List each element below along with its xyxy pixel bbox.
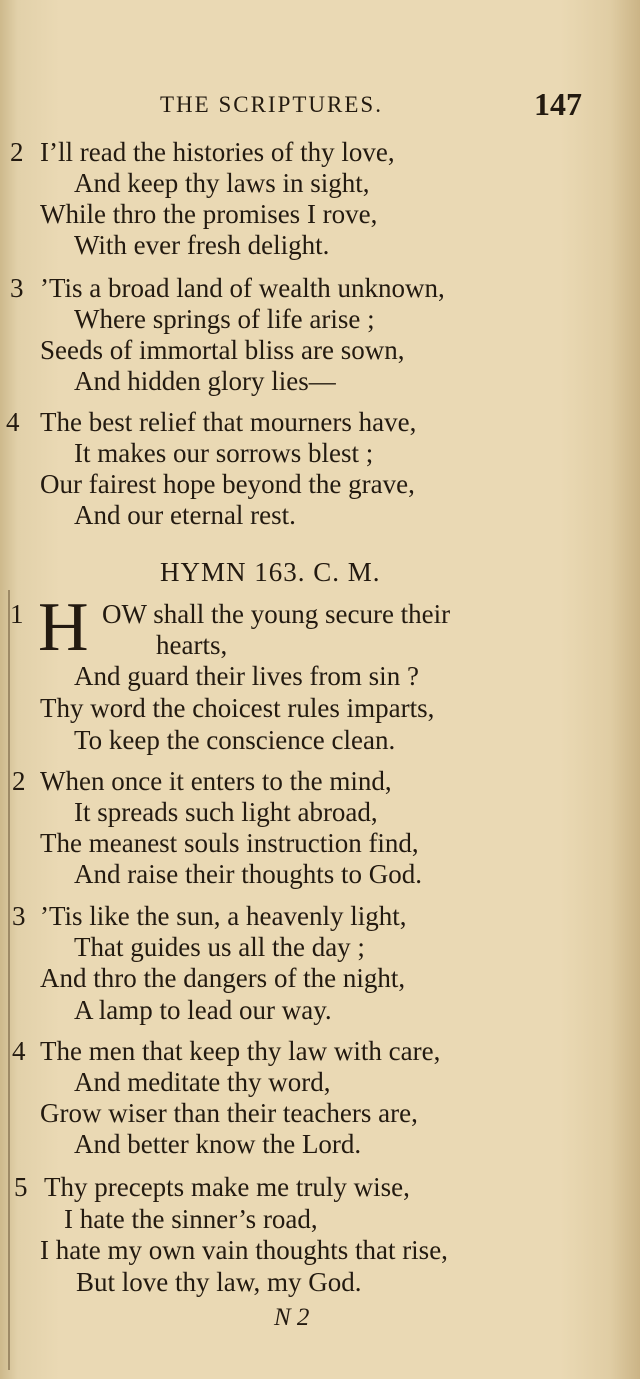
verse-line: And thro the dangers of the night, [40,963,406,993]
verse-line: To keep the conscience clean. [74,725,396,755]
stanza-number: 4 [6,407,20,437]
page-number: 147 [534,86,582,122]
page-gutter-line [8,590,10,1370]
verse-line: But love thy law, my God. [76,1267,362,1297]
verse-line: Grow wiser than their teachers are, [40,1098,418,1128]
stanza-number: 3 [10,273,24,303]
verse-line: And better know the Lord. [74,1129,362,1159]
verse-line: hearts, [156,630,228,660]
verse-line: Seeds of immortal bliss are sown, [40,335,405,365]
verse-line: Our fairest hope beyond the grave, [40,469,415,499]
signature-mark: N 2 [274,1304,310,1331]
verse-line: ’Tis like the sun, a heavenly light, [40,901,407,931]
verse-line: I hate the sinner’s road, [64,1204,318,1234]
verse-line: It spreads such light abroad, [74,797,378,827]
verse-line: And keep thy laws in sight, [74,168,370,198]
verse-line: OW shall the young secure their [102,599,451,629]
verse-line: I’ll read the histories of thy love, [40,137,395,167]
verse-line: ’Tis a broad land of wealth unknown, [40,273,445,303]
stanza-number: 1 [10,599,24,629]
hymn-title: HYMN 163. C. M. [160,557,381,587]
verse-line: And hidden glory lies— [74,366,336,396]
stanza-number: 4 [12,1036,26,1066]
verse-line: The meanest souls instruction find, [40,828,419,858]
verse-line: And our eternal rest. [74,500,296,530]
stanza-number: 2 [10,137,24,167]
verse-line: The best relief that mourners have, [40,407,417,437]
running-title: THE SCRIPTURES. [160,92,383,117]
verse-line: And raise their thoughts to God. [74,859,422,889]
verse-line: Thy precepts make me truly wise, [44,1172,410,1202]
verse-line: With ever fresh delight. [74,230,330,260]
stanza-number: 3 [12,901,26,931]
verse-line: Where springs of life arise ; [74,304,375,334]
stanza-number: 5 [14,1172,28,1202]
verse-line: When once it enters to the mind, [40,766,392,796]
verse-line: A lamp to lead our way. [74,995,332,1025]
verse-line: And guard their lives from sin ? [74,661,419,691]
stanza-number: 2 [12,766,26,796]
verse-line: And meditate thy word, [74,1067,331,1097]
verse-line: The men that keep thy law with care, [40,1036,441,1066]
verse-line: Thy word the choicest rules imparts, [40,693,435,723]
page-header [0,88,640,128]
verse-line: That guides us all the day ; [74,932,365,962]
verse-line: While thro the promises I rove, [40,199,378,229]
verse-line: It makes our sorrows blest ; [74,438,374,468]
verse-line: I hate my own vain thoughts that rise, [40,1235,448,1265]
drop-cap: H [38,589,89,666]
